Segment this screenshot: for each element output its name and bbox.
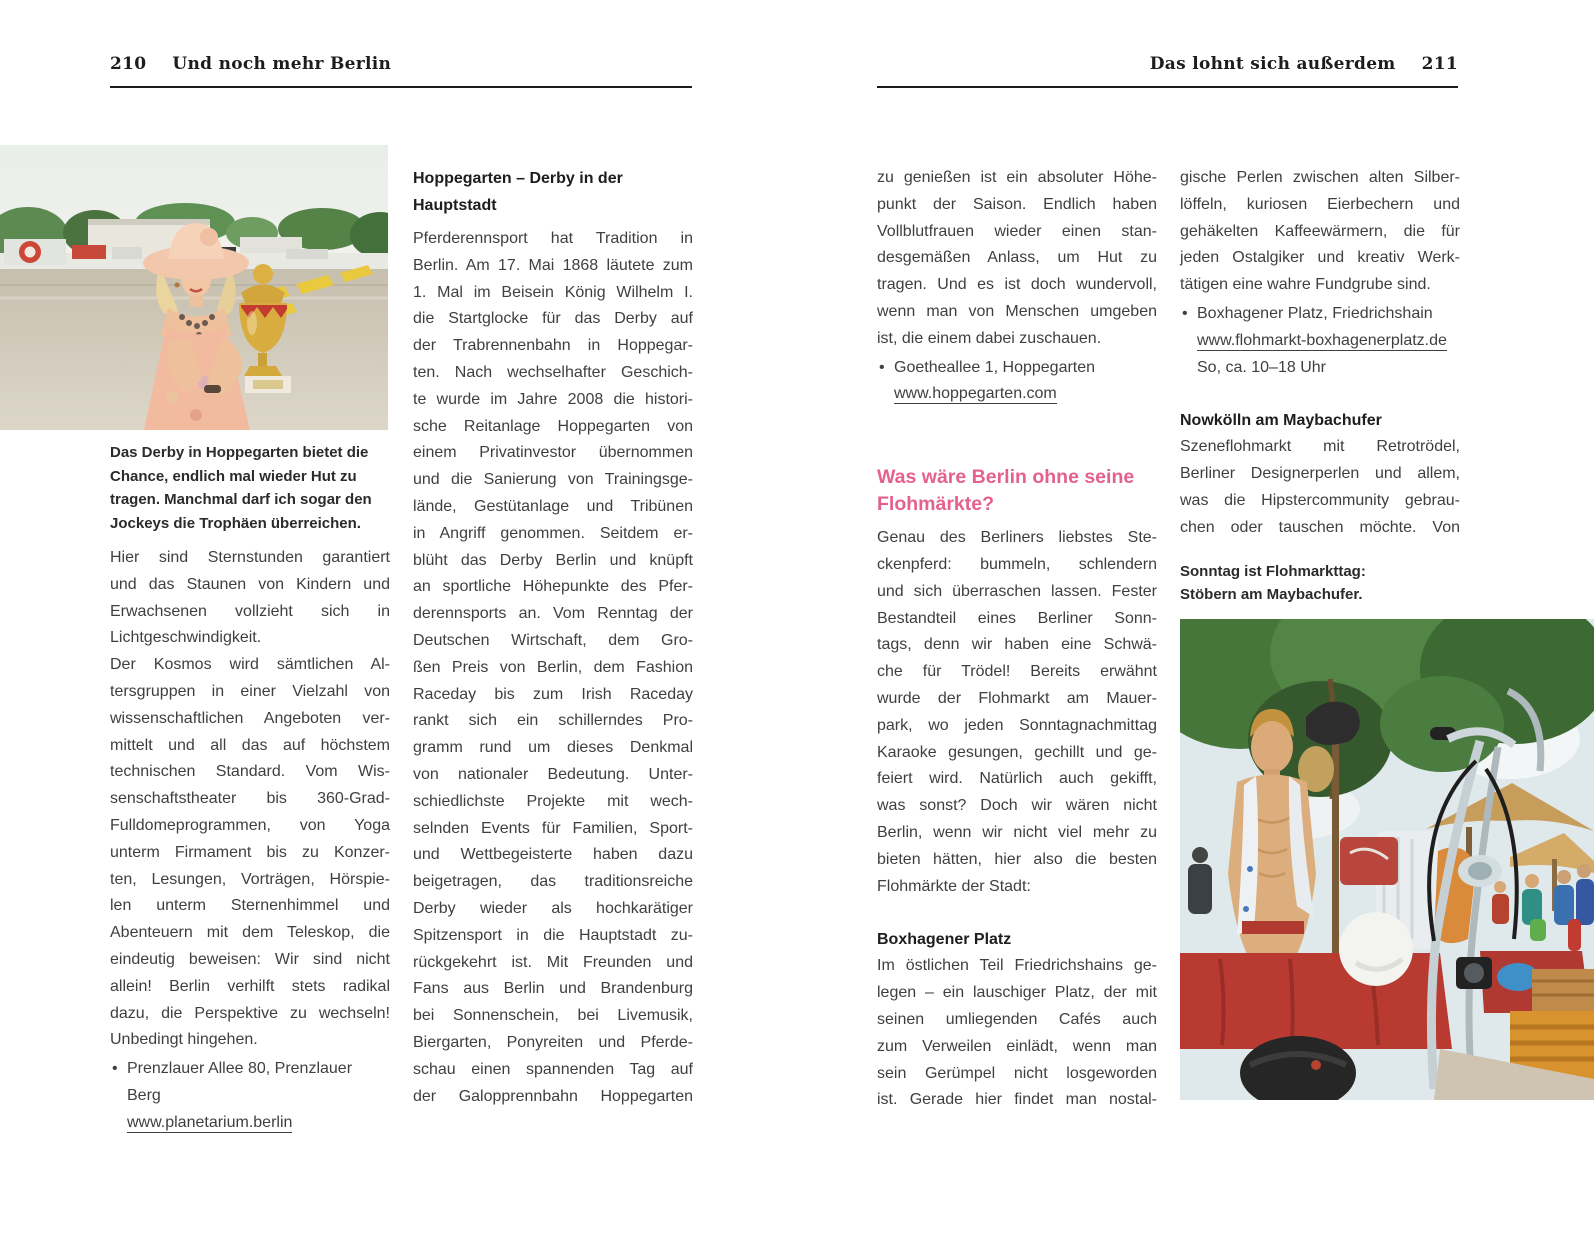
text-line: Berliner Designerperlen und allem, (1180, 465, 1460, 483)
text-line: rankt sich ein schillerndes Pro- (413, 712, 693, 730)
address-text: Boxhagener Platz, Friedrichshain (1197, 304, 1433, 322)
text-line: selnden Events für Familien, Sport- (413, 819, 693, 837)
website-link[interactable] (877, 381, 1157, 408)
derby-photo (0, 145, 388, 430)
text-line: tags, denn wir haben eine Schwä- (877, 636, 1157, 654)
text-line: Erwachsenen vollzieht sich in (110, 602, 390, 620)
derby-photo-caption (110, 441, 390, 535)
cushion (1340, 837, 1398, 885)
text-line: Pferderennsport hat Tradition in (413, 230, 693, 247)
text-line: beigetragen, das traditionsreiche (413, 873, 693, 891)
text-line: Hier sind Sternstunden garantiert (110, 549, 390, 566)
text-line: lände, Gestütanlage und Tribünen (413, 497, 693, 515)
text-line: wenn man von Menschen umgeben (877, 302, 1157, 320)
text-line: jeden Ostalgiker und kreativ Werk- (1180, 249, 1460, 267)
text-line: schau einen spannenden Tag auf (413, 1060, 693, 1078)
text-line: Stöbern am Maybachufer. (1180, 586, 1363, 604)
text-line: len unterm Sternenhimmel und (110, 897, 390, 915)
text-line: tragen. Und es ist doch wundervoll, (877, 276, 1157, 294)
entry-heading (877, 926, 1157, 953)
text-line: die Startglocke für das Derby auf (413, 310, 693, 328)
text-line: sche Reitanlage Hoppegarten von (413, 417, 693, 435)
text-line: Derby wieder als hochkarätiger (413, 899, 693, 917)
text-line: Genau des Berliners liebstes Ste- (877, 529, 1157, 547)
right-page-column-1 (877, 165, 1157, 1114)
text-line: Jockeys die Trophäen überreichen. (110, 514, 361, 532)
text-line: eindeutig beweisen: Wir sind nicht (110, 950, 390, 968)
running-head-right (877, 54, 1458, 74)
text-line: bieten hätten, hier also die besten (877, 850, 1157, 868)
text-line: ßen Preis von Berlin, dem Fashion (413, 658, 693, 676)
website-link[interactable] (1180, 328, 1460, 355)
text-line: 1. Mal im Beisein König Wilhelm I. (413, 283, 693, 301)
text-line: Szeneflohmarkt mit Retrotrödel, (1180, 438, 1460, 456)
text-line: punkt der Saison. Endlich haben (877, 195, 1157, 213)
entry-heading (1180, 407, 1460, 434)
text-line: allein! Berlin verhilft stets radikal (110, 977, 390, 995)
text-line: was sonst? Doch wir wären nicht (877, 797, 1157, 815)
text-line: Fans aus Berlin und Brandenburg (413, 980, 693, 998)
header-rule (877, 86, 1458, 88)
text-line: Der Kosmos wird sämtlichen Al- (110, 656, 390, 674)
chapter-title: Das lohnt sich außerdem (1149, 54, 1396, 74)
text-line: schiedlichste Projekte mit wech- (413, 792, 693, 810)
text-line: zu genießen ist ein absoluter Höhe- (877, 169, 1157, 186)
text-line: Berlin, wenn wir nicht viel mehr zu (877, 823, 1157, 841)
text-line: legen – ein lauschiger Platz, der mit (877, 984, 1157, 1002)
paragraph (110, 652, 390, 1054)
text-line: ist, die einem dabei zuschauen. (877, 329, 1102, 347)
text-line: Hauptstadt (413, 197, 497, 214)
white-balloon (1339, 912, 1413, 986)
text-line: in Angriff genommen. Seitdem er- (413, 524, 693, 542)
text-line: dazu, die Perspektive zu wechseln! (110, 1004, 390, 1022)
text-line: gramm rund um dieses Denkmal (413, 739, 693, 757)
website-link-text[interactable]: www.planetarium.berlin (127, 1113, 293, 1131)
text-line: wissenschaftlichen Angeboten ver- (110, 709, 390, 727)
text-line: Raceday bis zum Irish Raceday (413, 685, 693, 703)
text-line: der Trabrennenbahn in Hoppegar- (413, 337, 693, 355)
text-line: gische Perlen zwischen alten Silber- (1180, 169, 1460, 186)
text-line: senschaftstheater bis 360-Grad- (110, 790, 390, 808)
text-line: Abenteuern mit dem Teleskop, die (110, 924, 390, 942)
paragraph (877, 953, 1157, 1114)
text-line: löffeln, kuriosen Eierbechern und (1180, 195, 1460, 213)
page-number: 210 (110, 54, 147, 74)
text-line: blüht das Derby Berlin und knüpft (413, 551, 693, 569)
text-line: einem Privatinvestor übernommen (413, 444, 693, 462)
text-line: Flohmärkte der Stadt: (877, 877, 1031, 895)
photo-caption (110, 441, 390, 535)
watch (204, 385, 221, 393)
text-line: Karaoke gesungen, gechillt und ge- (877, 743, 1157, 761)
text-line: feiert wird. Natürlich auch gekifft, (877, 770, 1157, 788)
paragraph (413, 226, 693, 1110)
section-heading (413, 165, 693, 219)
text-line: und Wettbegeisterte haben dazu (413, 846, 693, 864)
text-line: zum Verweilen einlädt, wenn man (877, 1037, 1157, 1055)
text-line: Nowkölln am Maybachufer (1180, 412, 1382, 430)
text-line: Biergarten, Ponyreiten und Pferde- (413, 1033, 693, 1051)
text-line: Spitzensport in die Hauptstadt zu- (413, 926, 693, 944)
left-page-column-1 (110, 545, 390, 1137)
text-line: ten, Lesungen, Vorträgen, Hörspie- (110, 870, 390, 888)
text-line: an sportliche Höhepunkte des Pfer- (413, 578, 693, 596)
text-line: ist. Gerade hier findet man nostal- (877, 1091, 1157, 1109)
bullet-icon: • (112, 1060, 118, 1078)
text-line: der Galopprennbahn Hoppegarten (413, 1087, 693, 1105)
header-rule (110, 86, 692, 88)
text-line: Sonntag ist Flohmarkttag: (1180, 562, 1366, 580)
bullet-icon: • (1182, 304, 1188, 322)
section-heading-accent (877, 464, 1157, 518)
opening-hours: So, ca. 10–18 Uhr (1197, 358, 1326, 376)
paragraph (110, 545, 390, 652)
running-head-left (110, 54, 692, 74)
text-line: tätigen eine wahre Fundgrube sind. (1180, 276, 1431, 294)
text-line: Vollblutfrauen wieder einen stan- (877, 222, 1157, 240)
text-line: Deutschen Wirtschaft, dem Gro- (413, 631, 693, 649)
text-line: von nationaler Bedeutung. Unter- (413, 765, 693, 783)
text-line: tersgruppen in einer Vielzahl von (110, 682, 390, 700)
address-bullet (1180, 301, 1460, 328)
text-line: bei Sonnenschein, bei Livemusik, (413, 1007, 693, 1025)
text-line: desgemäßen Anlass, um Hut zu (877, 249, 1157, 267)
photo-caption (1180, 560, 1460, 607)
text-line: park, wo jeden Sonntagnachmittag (877, 716, 1157, 734)
text-line: Flohmärkte? (877, 493, 995, 516)
paragraph (877, 165, 1157, 353)
text-line: sein Gerümpel nicht losgeworden (877, 1064, 1157, 1082)
text-line: was die Hipstercommunity gebrau- (1180, 491, 1460, 509)
text-line: te wurde im Jahre 2008 die histori- (413, 390, 693, 408)
text-line: ckenpferd: bummeln, schlendern (877, 555, 1157, 573)
text-line: Berlin. Am 17. Mai 1868 läutete zum (413, 256, 693, 274)
text-line: che für Trödel! Bereits erwähnt (877, 663, 1157, 681)
text-line: unterm Firmament bis zu Konzer- (110, 843, 390, 861)
text-line: Chance, endlich mal wieder Hut zu (110, 467, 357, 485)
text-line: Unbedingt hingehen. (110, 1031, 258, 1049)
paragraph (1180, 165, 1460, 299)
text-line: chen oder tauschen möchte. Von (1180, 518, 1460, 536)
paragraph (877, 525, 1157, 900)
address-bullet (877, 355, 1157, 382)
left-page-column-2 (413, 165, 693, 1110)
text-line: ten. Nach wechselhafter Geschich- (413, 363, 693, 381)
text-line: rückgekehrt ist. Mit Freunden und (413, 953, 693, 971)
text-line: Fulldomeprogrammen, von Yoga (110, 816, 390, 834)
chapter-title: Und noch mehr Berlin (172, 54, 392, 74)
bullet-icon: • (879, 358, 885, 376)
text-line: technischen Standard. Vom Wis- (110, 763, 390, 781)
text-line: Lichtgeschwindigkeit. (110, 629, 262, 647)
website-link[interactable] (110, 1110, 390, 1137)
text-line: und das Staunen von Kindern und (110, 575, 390, 593)
text-line: mittelt und all das auf höchstem (110, 736, 390, 754)
address-bullet (110, 1056, 390, 1110)
website-link-text[interactable]: www.flohmarkt-boxhagenerplatz.de (1197, 331, 1447, 349)
text-line: Hoppegarten – Derby in der (413, 170, 623, 187)
text-line: gehäkelten Kaffeewärmern, die für (1180, 222, 1460, 240)
flea-market-photo (1180, 619, 1594, 1100)
text-line: derennsports an. Vom Renntag der (413, 605, 693, 623)
right-page-column-2 (1180, 165, 1460, 607)
text-line: Im östlichen Teil Friedrichshains ge- (877, 957, 1157, 975)
fire-extinguisher (1568, 919, 1581, 951)
text-line: Was wäre Berlin ohne seine (877, 466, 1135, 489)
text-line: seinen umliegenden Cafés auch (877, 1010, 1157, 1028)
paragraph (1180, 434, 1460, 541)
address-text: Prenzlauer Allee 80, Prenzlauer Berg (127, 1060, 353, 1104)
text-line: und die Sanierung von Trainingsge- (413, 471, 693, 489)
text-line: tragen. Manchmal darf ich sogar den (110, 491, 372, 508)
website-link-text[interactable]: www.hoppegarten.com (894, 385, 1057, 403)
address-text: Goetheallee 1, Hoppegarten (894, 358, 1096, 376)
text-line: Bestandteil eines Berliner Sonn- (877, 609, 1157, 627)
page-number: 211 (1421, 54, 1458, 74)
text-line: und sich überraschen lassen. Fester (877, 582, 1157, 600)
text-line: wurde der Flohmarkt am Mauer- (877, 689, 1157, 707)
text-line: Boxhagener Platz (877, 931, 1012, 949)
text-line: Das Derby in Hoppegarten bietet die (110, 444, 369, 461)
